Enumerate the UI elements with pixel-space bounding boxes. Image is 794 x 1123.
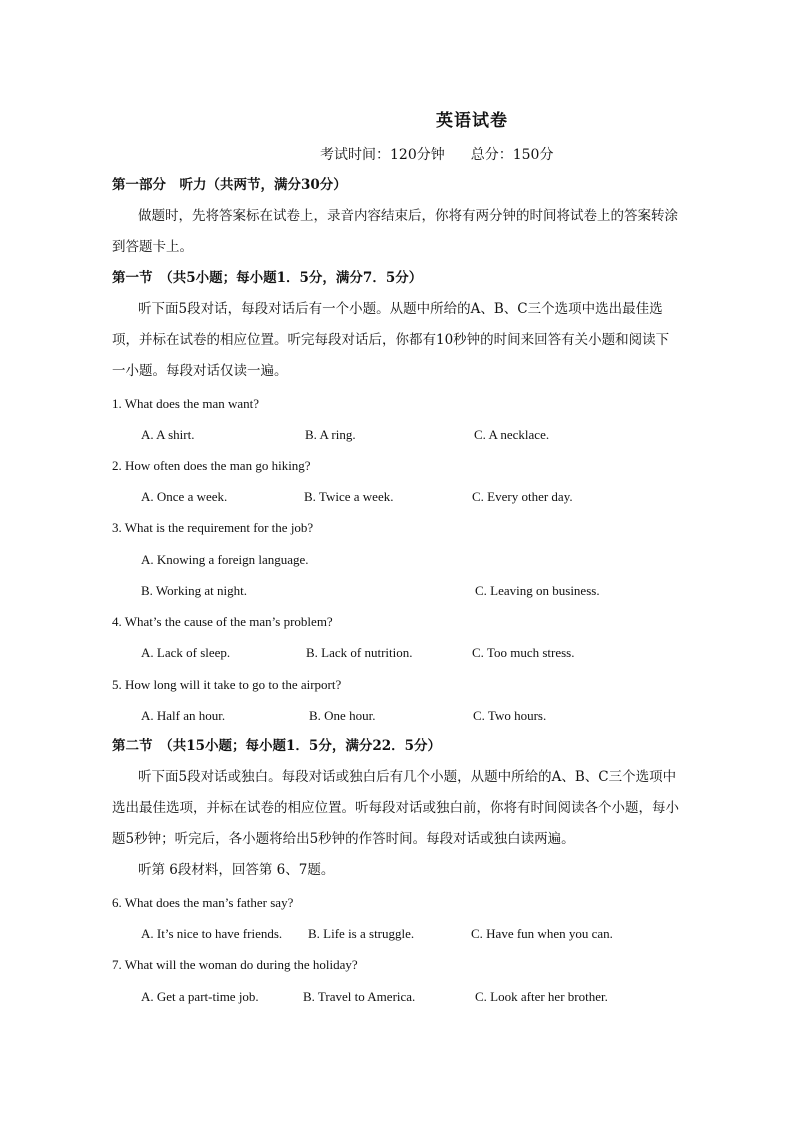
q4-option-a: A. Lack of sleep.	[141, 645, 231, 660]
q6-option-b: B. Life is a struggle.	[308, 926, 415, 941]
q7-option-a: A. Get a part-time job.	[141, 989, 259, 1004]
section2-heading: 第二节 （共15小题；每小题1．5分，满分22．5分）	[112, 738, 442, 754]
q5-option-a: A. Half an hour.	[141, 708, 226, 723]
q1-option-a: A. A shirt.	[141, 427, 195, 442]
part1-heading: 第一部分 听力（共两节，满分30分）	[112, 177, 347, 193]
q7-option-c: C. Look after her brother.	[475, 989, 608, 1004]
exam-time: 考试时间：120分钟	[320, 147, 445, 163]
q7-option-b: B. Travel to America.	[303, 989, 416, 1004]
q3-option-c: C. Leaving on business.	[475, 583, 600, 598]
part1-instruction: 做题时，先将答案标在试卷上，录音内容结束后，你将有两分钟的时间将试卷上的答案转涂到答题卡上。	[112, 208, 678, 255]
question-7: 7. What will the woman do during the holiday?	[112, 957, 358, 972]
q4-option-c: C. Too much stress.	[472, 645, 575, 660]
q6-option-c: C. Have fun when you can.	[471, 926, 613, 941]
question-6: 6. What does the man’s father say?	[112, 895, 294, 910]
q1-option-b: B. A ring.	[305, 427, 356, 442]
q4-option-b: B. Lack of nutrition.	[306, 645, 413, 660]
section2-instruction: 听下面5段对话或独白。每段对话或独白后有几个小题，从题中所给的A、B、C三个选项中选出最佳选项，并标在试卷的相应位置。听每段对话或独白前，你将有时间阅读各个小题，每小题5秒钟；听完后，各小题将给出5秒钟的作答时间。每段对话或独白读两遍。	[112, 769, 679, 847]
q1-option-c: C. A necklace.	[474, 427, 550, 442]
q5-option-c: C. Two hours.	[473, 708, 547, 723]
q6-option-a: A. It’s nice to have friends.	[141, 926, 283, 941]
q2-option-c: C. Every other day.	[472, 489, 573, 504]
q2-option-a: A. Once a week.	[141, 489, 228, 504]
q3-option-b: B. Working at night.	[141, 583, 247, 598]
question-4: 4. What’s the cause of the man’s problem?	[112, 614, 333, 629]
question-3: 3. What is the requirement for the job?	[112, 520, 314, 535]
question-1: 1. What does the man want?	[112, 396, 260, 411]
section1-instruction: 听下面5段对话，每段对话后有一个小题。从题中所给的A、B、C三个选项中选出最佳选项，并标在试卷的相应位置。听完每段对话后，你都有10秒钟的时间来回答有关小题和阅读下一小题。每段对话仅读一遍。	[112, 301, 670, 379]
exam-total-score: 总分：150分	[470, 147, 554, 163]
section1-heading: 第一节 （共5小题；每小题1．5分，满分7．5分）	[112, 270, 423, 286]
section2-material-note: 听第 6段材料，回答第 6、7题。	[138, 862, 335, 878]
exam-title: 英语试卷	[436, 111, 508, 131]
q3-option-a: A. Knowing a foreign language.	[141, 552, 309, 567]
q2-option-b: B. Twice a week.	[304, 489, 394, 504]
question-2: 2. How often does the man go hiking?	[112, 458, 311, 473]
exam-meta	[320, 144, 553, 164]
question-5: 5. How long will it take to go to the airport?	[112, 677, 342, 692]
q5-option-b: B. One hour.	[309, 708, 376, 723]
